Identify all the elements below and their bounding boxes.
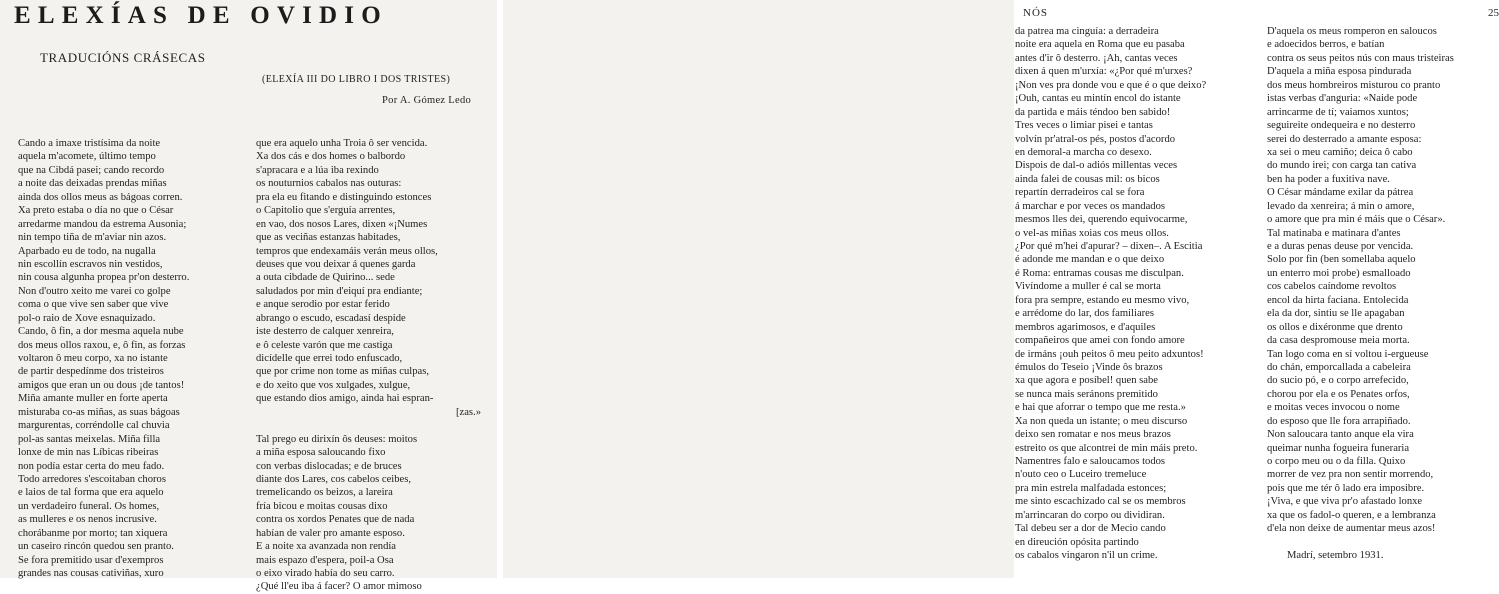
verse-line: pois que me tér ô lado era imposibre.	[1267, 482, 1425, 494]
verse-line: Tres veces o limiar pisei e tantas	[1015, 120, 1153, 132]
verse-line: Xa preto estaba o día no que o César	[18, 205, 174, 217]
verse-line: non podía estar certa do meu fado.	[18, 460, 165, 472]
verse-line: membros agarimosos, e d'aquiles	[1015, 321, 1156, 333]
verse-line: noite era aquela en Roma que eu pasaba	[1015, 39, 1185, 51]
verse-line: lonxe de min nas Líbicas ribeiras	[18, 447, 159, 459]
verse-line: Tal matinaba e matinara d'antes	[1267, 227, 1401, 239]
verse-line: Tal debeu ser a dor de Mecio cando	[1015, 523, 1166, 535]
verse-line: Aparbado eu de todo, na nugalla	[18, 245, 156, 257]
verse-line: morrer de vez pra non sentir morrendo,	[1267, 469, 1434, 481]
verse-line: e laios de tal forma que era aquelo	[18, 487, 164, 499]
verse-line: fora pra sempre, estando eu mesmo vivo,	[1015, 294, 1190, 306]
verse-line: deuses que vou deixar á quenes garda	[256, 258, 416, 270]
verse-line: pol-as santas meixelas. Miña filla	[18, 433, 161, 445]
verse-line: Non saloucara tanto anque ela vira	[1267, 429, 1414, 441]
verse-line: e moitas veces invocou o nome	[1267, 402, 1400, 414]
verse-line: D'aquela a miña esposa pindurada	[1267, 66, 1412, 78]
verse-line: margurentas, corréndolle cal chuvia	[18, 420, 170, 432]
verse-line: ¡Non ves pra donde vou e que é o que deixo?	[1015, 79, 1207, 91]
verse-line: e hai que aforrar o tempo que me resta.»	[1015, 402, 1186, 414]
verse-line: que na Cibdá pasei; cando recordo	[18, 164, 165, 176]
verse-line: pra min estrela malfadada estonces;	[1015, 482, 1167, 494]
verse-line: O César mándame exilar da pátrea	[1267, 187, 1414, 199]
verse-line: o corpo meu ou o da filla. Quixo	[1267, 456, 1406, 467]
verse-line: coma o que vive sen saber que vive	[18, 299, 169, 311]
verse-line	[256, 419, 481, 432]
verse-line: D'aquela os meus romperon en saloucos	[1267, 26, 1437, 37]
verse-line: e arrédome do lar, dos familiares	[1015, 308, 1155, 320]
verse-line: diante dos Lares, cos cabelos ceibes,	[256, 473, 412, 485]
verse-line: á marchar e por veces os mandados	[1015, 200, 1166, 212]
verse-line: n'outo ceo o Luceiro tremeluce	[1015, 469, 1147, 481]
verse-line: que estando dios amigo, ainda hai espran-	[256, 393, 434, 405]
verse-line: voltaron ô meu corpo, xa no istante	[18, 353, 168, 364]
left-page	[0, 0, 497, 593]
verse-line: m'arrincaran do corpo ou dividiran.	[1015, 509, 1165, 521]
verse-line: Non d'outro xeito me varei co golpe	[18, 285, 171, 297]
verse-line: e a duras penas deuse por vencida.	[1267, 241, 1414, 252]
verse-line: que por crime non tome as miñas culpas,	[256, 366, 429, 378]
verse-line: de partir despedínme dos tristeiros	[18, 366, 164, 378]
verse-line: tempros que endexamáis verán meus ollos,	[256, 245, 438, 257]
verse-line: xa que agora e posíbel! quen sabe	[1015, 375, 1158, 387]
verse-line: d'ela non deixe de aumentar meus azos!	[1267, 523, 1436, 535]
verse-line: e do xeito que vos xulgades, xulgue,	[256, 379, 411, 391]
verse-line: E a noite xa avanzada non rendía	[256, 541, 397, 553]
verse-line: fría bicou e moitas cousas dixo	[256, 500, 388, 512]
verse-line: habían de valer pro amante esposo.	[256, 527, 405, 539]
verse-line: os ollos e dixéronme que drento	[1267, 321, 1403, 333]
verse-line: dixen á quen m'urxía: «¿Por qué m'urxes?	[1015, 66, 1193, 78]
verse-line: da patrea ma cinguía: a derradeira	[1015, 26, 1159, 37]
verse-line: ben ha poder a fuxitiva nave.	[1267, 173, 1390, 185]
verse-line: compañeiros que amei con fondo amore	[1015, 335, 1185, 347]
verse-line: mais espazo d'espera, poil-a Osa	[256, 554, 394, 566]
verse-line: arrincarme de tí; vaiamos xuntos;	[1267, 106, 1409, 118]
poem-column-right-2	[1267, 25, 1454, 563]
verse-line: antes d'ir ô desterro. ¡Ah, cantas veces	[1015, 52, 1178, 64]
elegy-reference: (ELEXÍA III DO LIBRO I DOS TRISTES)	[262, 74, 451, 85]
poem-column-left-2	[256, 137, 481, 594]
verse-line: nin cousa algunha propea pr'on desterro.	[18, 272, 190, 284]
verse-line: xa que os fadol-o queren, e a lembranza	[1267, 509, 1436, 521]
verse-line: xa sei o meu camiño; deica ô cabo	[1267, 146, 1413, 158]
verse-line: pol-o raio de Xove esnaquizado.	[18, 312, 156, 324]
verse-line: grandes nas cousas cativiñas, xuro	[18, 568, 164, 579]
poem-column-left-1	[18, 137, 189, 580]
verse-line: arredarme mandou da estrema Ausonia;	[18, 218, 187, 230]
verse-line: istas verbas d'anguria: «Naide pode	[1267, 93, 1418, 105]
verse-line: da casa despromouse meia morta.	[1267, 335, 1410, 347]
verse-line: os cabalos vingaron n'il un crime.	[1015, 550, 1158, 562]
verse-line: pra ela eu fitando e distinguindo estonces	[256, 191, 432, 203]
verse-line: Cando, ô fin, a dor mesma aquela nube	[18, 326, 184, 338]
verse-line: aquela m'acomete, último tempo	[18, 151, 156, 163]
verse-line: émulos do Teseio ¡Vinde ôs brazos	[1015, 361, 1163, 373]
verse-line: ¡Viva, e que viva pr'o afastado lonxe	[1267, 496, 1423, 508]
article-title: ELEXÍAS DE OVIDIO	[14, 2, 388, 29]
verse-line: e anque serodio por estar ferido	[256, 299, 390, 311]
verse-line: o Capitolio que s'erguía arrentes,	[256, 205, 396, 217]
verse-line: contra os seus peitos nús con maus tristeiras	[1267, 52, 1454, 64]
verse-line: tremelicando os beizos, a lareira	[256, 487, 393, 499]
verse-line: e ô celeste varón que me castiga	[256, 339, 393, 351]
verse-line: e adoecidos berros, e batían	[1267, 39, 1385, 51]
verse-line: amigos que eran un ou dous ¡de tantos!	[18, 379, 185, 391]
verse-line: queimar nunha fogueira funeraria	[1267, 442, 1410, 454]
verse-line: volvín pr'atral-os pés, postos d'acordo	[1015, 133, 1176, 145]
verse-line: Namentres falo e saloucamos todos	[1015, 456, 1166, 467]
verse-line: mesmos lles dei, querendo equivocarme,	[1015, 214, 1188, 226]
verse-line: seguireite ondequeira e no desterro	[1267, 120, 1416, 132]
verse-line: s'apracara e a lúa iba rexindo	[256, 164, 379, 176]
verse-line: Solo por fin (ben somellaba aquelo	[1267, 254, 1416, 266]
verse-line: contra os xordos Penates que de nada	[256, 514, 415, 526]
verse-line: dicídelle que errei todo enfuscado,	[256, 353, 403, 364]
verse-line: ¿Por qué m'hei d'apurar? – dixen–. A Escitia	[1015, 241, 1203, 252]
verse-line: me sinto escachizado cal se os membros	[1015, 496, 1186, 508]
verse-line: deixo sen romatar e nos meus brazos	[1015, 429, 1171, 441]
verse-line: Miña amante muller en forte aperta	[18, 393, 168, 405]
verse-line: de irmáns ¡ouh peitos ô meu peito adxuntos!	[1015, 348, 1204, 360]
verse-line: é Roma: entramas cousas me disculpan.	[1015, 267, 1184, 279]
right-page	[503, 0, 1499, 578]
page-number: 25	[1488, 7, 1499, 19]
verse-line: repartín derradeiros cal se fora	[1015, 187, 1145, 199]
verse-line: chorou por ela e os Penates orfos,	[1267, 388, 1410, 400]
verse-line: serei do desterrado a amante esposa:	[1267, 133, 1422, 145]
verse-line: se nunca mais seránons premitido	[1015, 388, 1158, 400]
verse-line: Dispois de dal-o adiós millentas veces	[1015, 160, 1178, 172]
verse-line: levado da xenreira; á min o amore,	[1267, 200, 1415, 212]
verse-line: os nouturnios cabalos nas outuras:	[256, 178, 402, 190]
verse-line: as mulleres e os nenos incrusive.	[18, 514, 157, 526]
verse-line: que as veciñas estanzas habitades,	[256, 232, 401, 244]
verse-line: saludados por min d'eiquí pra endiante;	[256, 285, 423, 297]
verse-line: Todo arredores s'escoitaban choros	[18, 473, 166, 485]
verse-line: Tan logo coma en sí voltou i-ergueuse	[1267, 348, 1429, 360]
verse-line: nin escollín escravos nin vestidos,	[18, 258, 163, 270]
verse-line: o vel-as miñas xoias cos meus ollos.	[1015, 227, 1169, 239]
poem-column-right-1	[1015, 25, 1206, 563]
verse-line: do sucio pó, e o corpo arrefecido,	[1267, 375, 1409, 387]
running-head: NÓS	[1023, 7, 1049, 19]
verse-line: Vivíndome a muller é cal se morta	[1015, 281, 1161, 293]
verse-line: Se fora premitido usar d'exempros	[18, 554, 164, 566]
verse-line: do chán, emporcallada a cabeleira	[1267, 361, 1411, 373]
article-subtitle: TRADUCIÓNS CRÁSECAS	[40, 50, 206, 65]
verse-line: ainda falei de cousas mil: os bicos	[1015, 173, 1160, 185]
verse-line: o eixo virado había do seu carro.	[256, 568, 395, 579]
verse-line: o amore que pra min é máis que o César».	[1267, 214, 1446, 226]
verse-line: ela da dor, sintiu se lle apagaban	[1267, 308, 1405, 320]
author-byline: Por A. Gómez Ledo	[382, 95, 472, 106]
dateline: Madrí, setembro 1931.	[1287, 550, 1384, 562]
verse-line: a miña esposa saloucando fixo	[256, 447, 386, 459]
verse-line: Cando a imaxe tristísima da noite	[18, 138, 161, 149]
verse-line: aindа dos ollos meus as bágoas corren.	[18, 191, 183, 203]
verse-line: do mundo irei; con carga tan cativa	[1267, 160, 1417, 172]
verse-line: Tal prego eu dirixín ôs deuses: moitos	[256, 433, 418, 445]
verse-line: dos meus ollos raxou, e, ô fin, as forzas	[18, 339, 186, 351]
verse-line: un enterro moi probe) esmalloado	[1267, 267, 1411, 279]
verse-line: a outa cibdade de Quirino... sede	[256, 272, 395, 284]
verse-line: [zas.»	[456, 406, 481, 418]
verse-line: a noite das deixadas prendas miñas	[18, 178, 167, 190]
verse-line: misturaba co-as miñas, as suas bágoas	[18, 406, 180, 418]
verse-line: nin tempo tiña de m'aviar nin azos.	[18, 232, 167, 244]
verse-line: estreito os que alcontrei de min máis preto.	[1015, 442, 1198, 454]
verse-line: en demoral-a marcha co desexo.	[1015, 146, 1152, 158]
verse-line: con verbas dislocadas; e de bruces	[256, 460, 402, 472]
verse-line: en vao, dos nosos Lares, dixen «¡Numes	[256, 218, 428, 230]
verse-line: iste desterro de calquer xenreira,	[256, 326, 394, 338]
verse-line	[1267, 536, 1454, 549]
verse-line: encol da hirta faciana. Entolecida	[1267, 294, 1409, 306]
verse-line: dos meus hombreiros misturou co pranto	[1267, 79, 1441, 91]
verse-line: Xa non queda un istante; o meu discurso	[1015, 415, 1188, 427]
verse-line: ¿Qué ll'eu iba á facer? O amor mimoso	[256, 581, 422, 593]
verse-line: do esposo que lle fora arrapiñado.	[1267, 415, 1411, 427]
verse-line: ¡Ouh, cantas eu mintín encol do istante	[1015, 93, 1181, 105]
verse-line: chorábanme por morto; tan xiquera	[18, 527, 168, 539]
verse-line: é adonde me mandan e o que deixo	[1015, 254, 1165, 266]
verse-line: un caseiro rincón quedou sen pranto.	[18, 541, 174, 553]
verse-line: da partida e máis téndoo ben sabido!	[1015, 106, 1171, 118]
verse-line: cos cabelos caíndome revoltos	[1267, 281, 1397, 293]
verse-line: Xa dos cás e dos homes o balbordo	[256, 151, 406, 163]
verse-line: que era aquelo unha Troia ô ser vencida.	[256, 138, 428, 149]
verse-line: abrango o escudo, escadasí despide	[256, 312, 406, 324]
verse-line: en direución opósita partindo	[1015, 536, 1139, 548]
verse-line: un verdadeiro funeral. Os homes,	[18, 500, 160, 512]
